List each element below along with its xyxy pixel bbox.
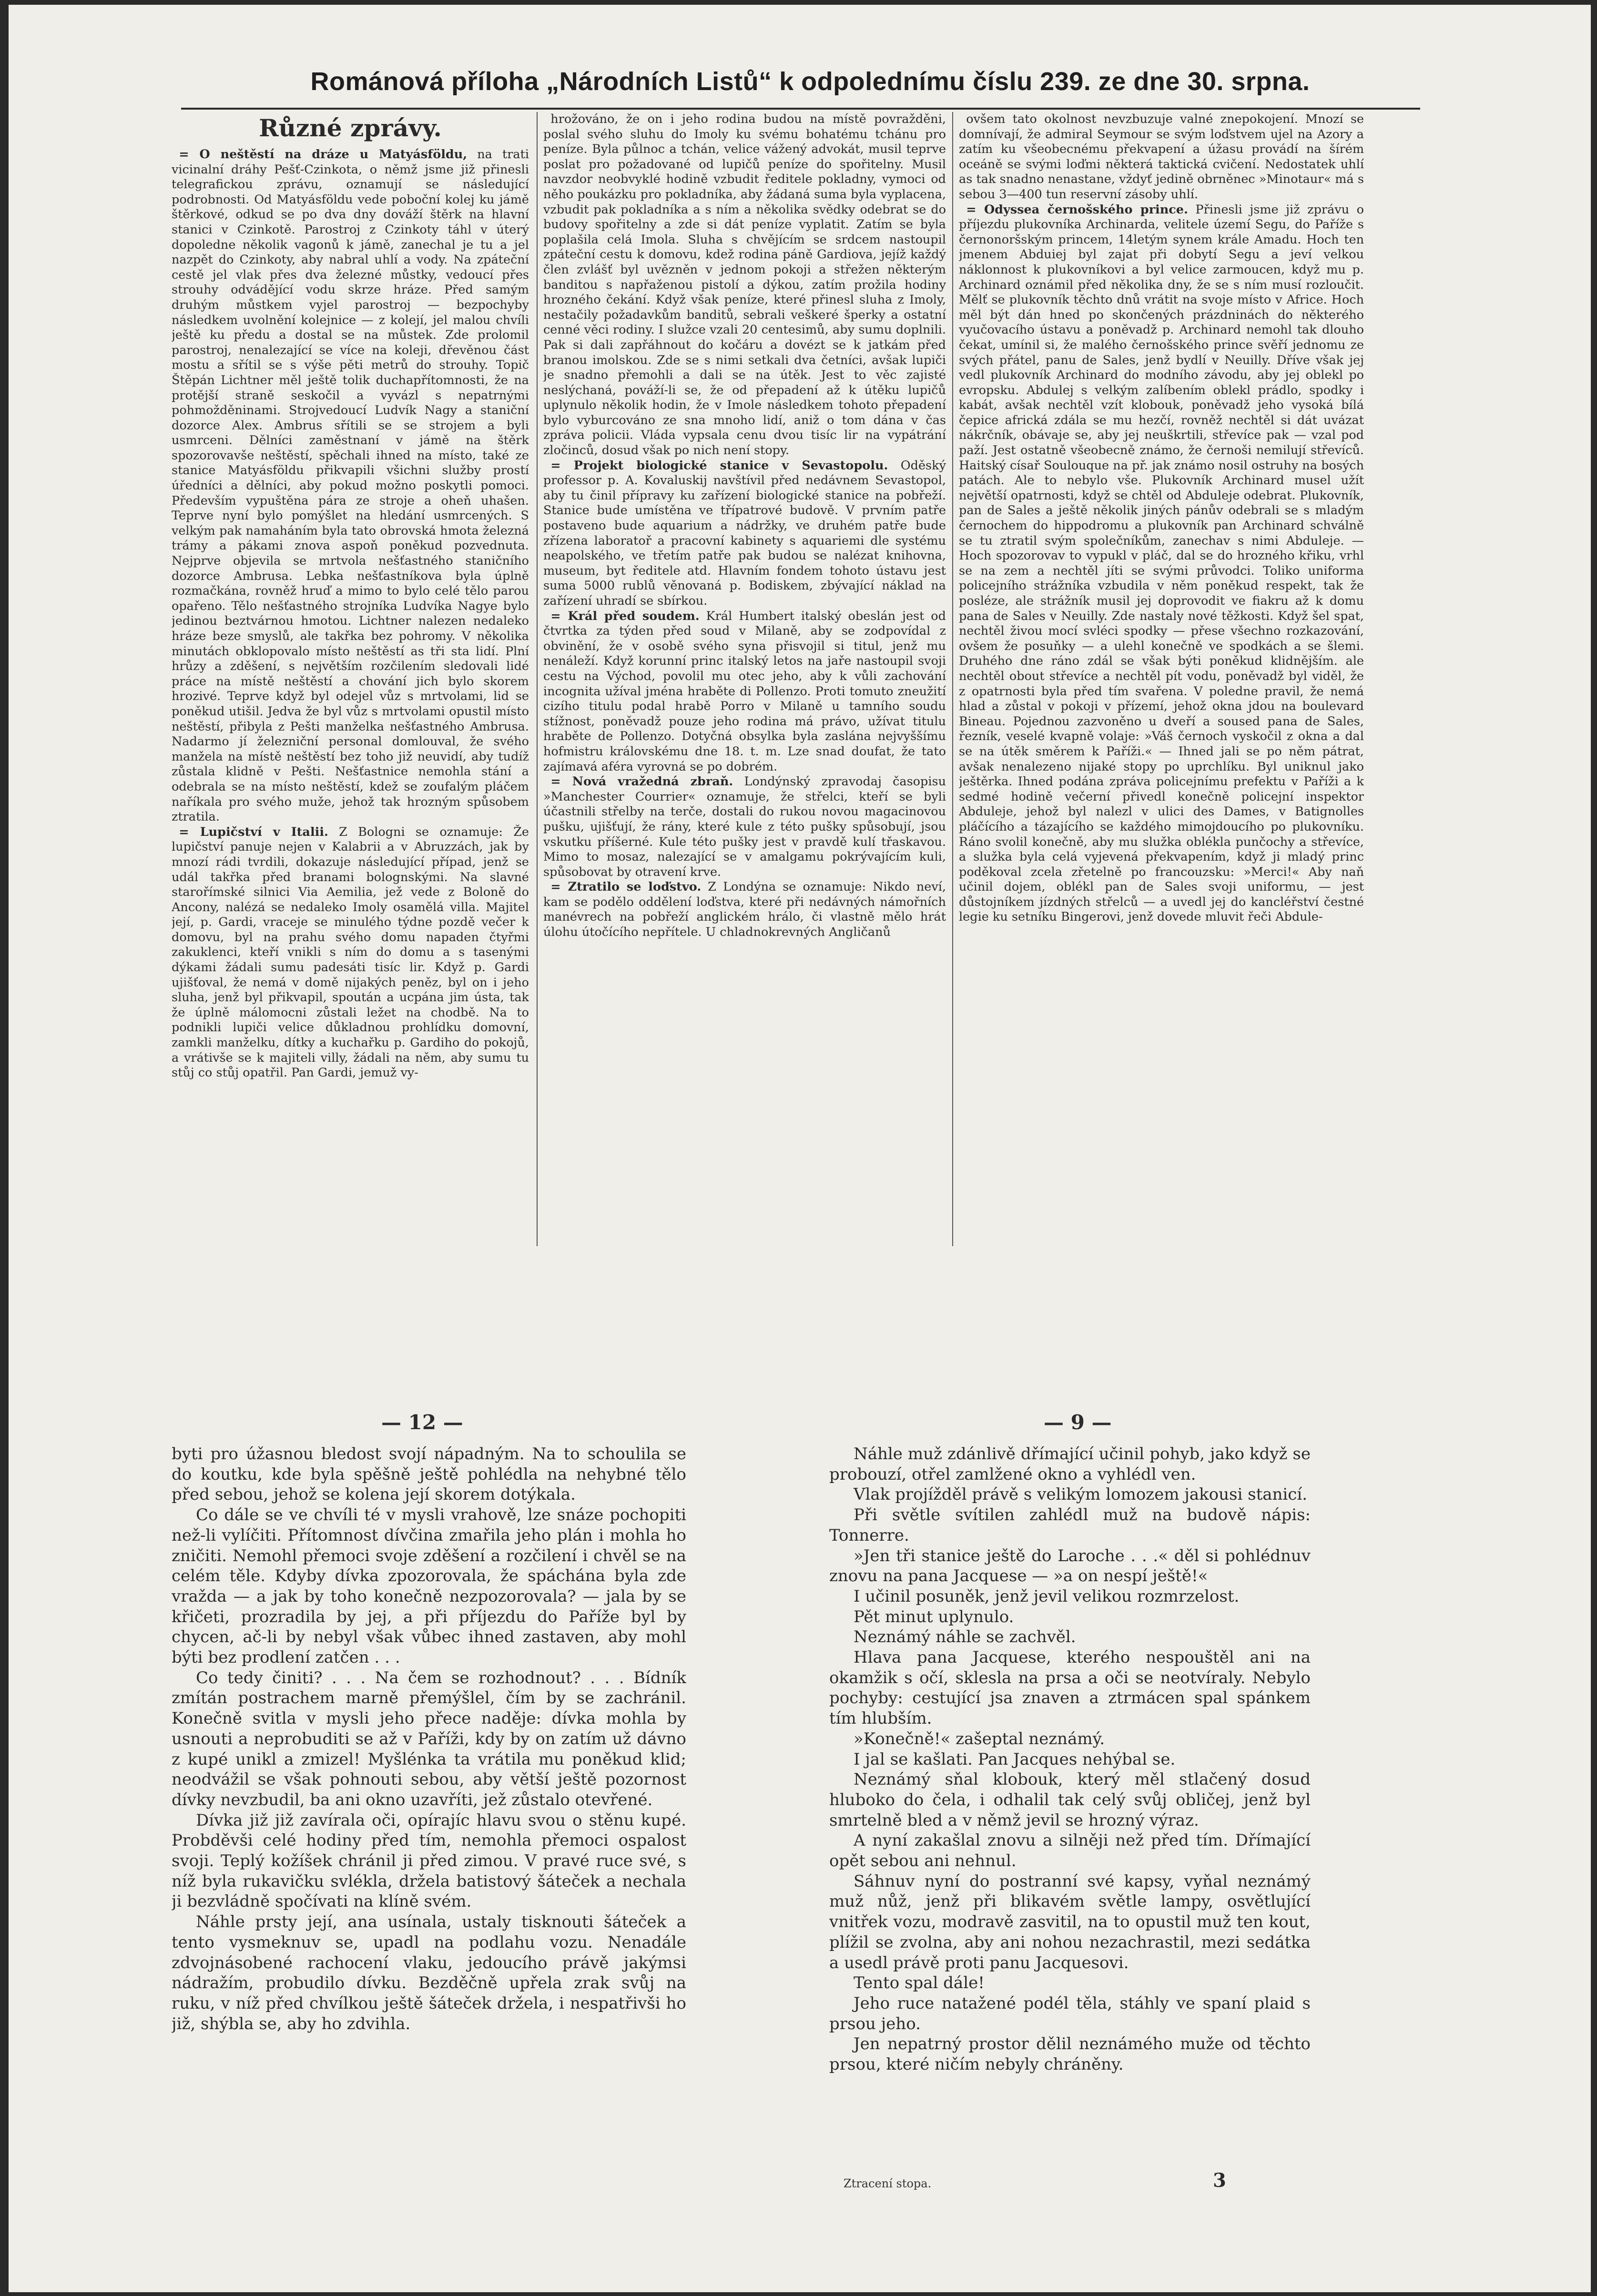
novel-paragraph: Při světle svítilen zahlédl muž na budově nápis: Tonnerre. <box>829 1505 1311 1545</box>
novel-paragraph: Jeho ruce natažené podél těla, stáhly ve spaní plaid s prsou jeho. <box>829 1993 1311 2033</box>
novel-paragraph: Náhle muž zdánlivě dřímající učinil pohyb, jako když se probouzí, otřel zamlžené okno a vyhlédl ven. <box>829 1444 1311 1484</box>
novel-paragraph: Tento spal dále! <box>854 1973 985 1993</box>
article-paragraph <box>543 880 946 940</box>
article-paragraph <box>959 112 1364 203</box>
article-text: Přinesli jsme již zprávu o příjezdu plukovníka Archinarda, velitele území Segu, do Paříže s černonoršským princem, 14letým synem krále Amadu. Hoch ten jmenem Abduiej byl zajat při dobytí Segu a jeví velkou náklonnost k plukovníkovi a byl velice zarmoucen, když mu p. Archinard oznámil před několika dny, že se s ním musí rozloučit. Mělť se plukovník těchto dnů vrátit na svoje místo v Africe. Hoch měl být dán hned po skončených prázdninách do některého vyučovacího ústavu a poněvadž p. Archinard nemohl tak dlouho čekat, umínil si, že malého černošského prince svěří jednomu ze svých přátel, panu de Sales, jenž bydlí v Neuilly. Dříve však jej vedl plukovník Archinard do modního závodu, aby jej oblekl po evropsku. Abdulej s velkým zalíbením oblekl prádlo, spodky i kabát, avšak nechtěl vzít klobouk, poněvadž jeho vysoká bílá čepice africká zdála se mu hezčí, rovněž nechtěl si dát uvázat nákrčník, obávaje se, aby jej neuškrtili, střevíce pak — vzal pod paží. Jest ostatně všeobecně známo, že černoši nemilují střevíců. Haitský císař Soulouque na př. jak známo nosil ostruhy na bosých patách. Ale to nebylo vše. Plukovník Archinard musel užít největší opatrnosti, když se chtěl od Abduleje odebrat. Plukovník, pan de Sales a ještě několik jiných pánův odebrali se s mladým černochem do hippodromu a plukovník pan Archinard schválně se tu ztratil svým společníkům, zanechav s nimi Abduleje. — Hoch spozorovav to vypukl v pláč, dal se do hrozného křiku, vrhl se na zem a nechtěl jíti se svými průvodci. Toliko uniforma policejního strážníka vzbudila v něm poněkud respekt, tak že posléze, ale strážník musil jej doprovodit ve fiakru až k domu pana de Sales v Neuilly. Zde nastaly nové těžkosti. Když šel spat, nechtěl živou mocí svléci spodky — přese všechno rozkazování, ovšem že posuňky — a ulehl konečně ve spodkách a se šlemi. Druhého dne ráno zdál se však býti poněkud klidnějším. ale nechtěl obout střevíce a nechtěl pít vodu, poněvadž byl viděl, že z opatrnosti byla před tím svařena. V poledne pravil, že nemá hlad a zůstal v pokoji v přízemí, jehož okna jdou na boulevard Bineau. Pojednou zazvoněno u dveří a soused pana de Sales, řezník, veselé kvapně volaje: »Váš černoch vyskočil z okna a dal se na útěk směrem k Paříži.« — Ihned jali se po něm pátrat, avšak nenalezeno nijaké stopy po uprchlíku. Byl uniknul jako ještěrka. Ihned podána zpráva policejnímu prefektu v Paříži a k sedmé hodině večerní přivedl konečně policejní inspektor Abduleje, jehož byl nalezl v ulici des Dames, v Batignolles pláčícího a tázajícího se každého mimojdoucího po plukovníku. Ráno svolil konečně, aby mu služka oblékla punčochy a střevíce, a služka byla celá vyjevená překvapením, když ji mladý princ poděkoval zcela zřetelně po francouzsku: »Merci!« Aby naň učinil dojem, oblékl pan de Sales svoji uniformu, — jest důstojníkem jízdných střelců — a uvedl jej do kancléřství čestné legie ku setníku Bingerovi, jenž dovede mluvit řeči Abdule- <box>959 202 1364 924</box>
novel-paragraph: »Jen tři stanice ještě do Laroche . . .« děl si pohlédnuv znovu na pana Jacquese — »a on nespí ještě!« <box>829 1546 1311 1586</box>
article-heading: = Lupičství v Italii. <box>179 824 328 839</box>
article-heading: = Ztratilo se loďstvo. <box>550 880 702 894</box>
article-heading: = Projekt biologické stanice v Sevastopolu. <box>550 458 888 473</box>
article-text: Král Humbert italský obeslán jest od čtvrtka za týden před soud v Milaně, aby se zodpovídal z obvinění, že v osobě svého syna přisvojil si titul, jenž mu nenáleží. Když korunní princ italský letos na jaře nastoupil svoji cestu na Východ, povolil mu otec jeho, aby k vůli zachování incognita užíval jména hraběte di Pollenzo. Proti tomuto zneužití cizího titulu podal hrabě Porro v Milaně u tamního soudu stížnost, poněvadž pouze jeho rodina má právo, užívat titulu hraběte de Pollenzo. Dotyčná obsylka byla zaslána nejvyššímu hofmistru královskému dne 18. t. m. Lze snad doufat, že tato zajímavá aféra vyrovná se po dobrém. <box>543 609 946 774</box>
novel-paragraph: Neznámý náhle se zachvěl. <box>854 1627 1076 1647</box>
column-divider <box>537 112 538 1246</box>
novel-paragraph: Co tedy činiti? . . . Na čem se rozhodnout? . . . Bídník zmítán postrachem marně přemýšlel, čím by se zachránil. Konečně svitla v mysli jeho přece naděje: dívka mohla by usnouti a neprobuditi se až v Paříži, kdy by on zatím už dávno z kupé unikl a zmizel! Myšlénka ta vrátila mu poněkud klid; neodvážil se však pohnouti sebou, aby větší ještě pozornost dívky nevzbudil, ba ani okno uzavříti, jež zůstalo otevřené. <box>172 1668 686 1809</box>
article-text: ovšem tato okolnost nevzbuzuje valné znepokojení. Mnozí se domnívají, že admiral Seymour se svým loďstvem ujel na Azory a zatím ku všeobecnému překvapení a úžasu provádí na šírém oceáně se svými loďmi některá taktická cvičení. Nedostatek uhlí as tak snadno nenastane, vždyť jedině obrněnec »Minotaur« má s sebou 3—400 tun reservní zásoby uhlí. <box>959 112 1364 202</box>
column-2 <box>543 112 946 1246</box>
header-rule <box>181 108 1420 110</box>
novel-paragraph: Sáhnuv nyní do postranní své kapsy, vyňal neznámý muž nůž, jenž při blikavém světle lampy, osvětlující vnitřek vozu, modravě zasvitil, na to opustil muž ten kout, plížil se zvolna, aby ani nohou nezachrastil, mezi sedátka a usedl právě proti panu Jacquesovi. <box>829 1871 1311 1972</box>
article-heading: = O neštěstí na dráze u Matyásföldu, <box>179 147 468 162</box>
article-paragraph <box>172 147 529 825</box>
novel-paragraph: Náhle prsty její, ana usínala, ustaly tisknouti šáteček a tento vysmeknuv se, upadl na podlahu vozu. Nenadále zdvojnásobené rachocení vlaku, jedoucího právě jakýmsi nádražím, probudilo dívku. Bezděčně upřela zrak svůj na ruku, v níž před chvílkou ještě šáteček držela, i nespatřivši ho již, shýbla se, aby ho zdvihla. <box>172 1912 686 2033</box>
article-heading: = Nová vražedná zbraň. <box>550 774 733 789</box>
signature-number: 3 <box>1213 2169 1226 2192</box>
article-paragraph <box>543 112 946 458</box>
column-divider <box>952 112 953 1246</box>
article-text: Oděský professor p. A. Kovaluskij navštívil před nedávnem Sevastopol, aby tu činil přípravy ku zařízení biologické stanice na pobřeží. Stanice bude umístěna ve třípatrové budově. V prvním patře postaveno bude aquarium a nádržky, ve druhém patře bude zřízena laboratoř a pracovní kabinety s aquariemi dle systému neapolského, ve třetím patře pak budou se nalézat knihovna, museum, byt ředitele atd. Hlavním fondem tohoto ústavu jest suma 5000 rublů věnovaná p. Bodiskem, zbývající náklad na zařízení uhradí se sbírkou. <box>543 458 946 608</box>
novel-page-right <box>829 1444 1311 2164</box>
article-text: hrožováno, že on i jeho rodina budou na místě povražděni, poslal svého sluhu do Imoly ku svému bohatému tchánu pro peníze. Byla půlnoc a tchán, velice vážený advokát, musil teprve poslat pro požadované od lupičů peníze do spořitelny. Musil navzdor neobvyklé hodině vzbudit ředitele pokladny, vymoci od něho poukázku pro pokladníka, aby žádaná suma byla vyplacena, vzbudit pak pokladníka a s ním a několika svědky odebrat se do budovy spořitelny a zde si dát peníze vyplatit. Zatím se byla poplašila celá Imola. Sluha s chvějícím se srdcem nastoupil zpáteční cestu k domovu, kdež rodina páně Gardiova, jejíž každý člen zvlášť byl uvězněn v jednom pokoji a střežen některým banditou s napřaženou pistolí a dýkou, zatím prožila hodiny hrozného čekání. Když však peníze, které přinesl sluha z Imoly, nestačily požadavkům banditů, sebrali veškeré šperky a ostatní cenné věci rodiny. I služce vzali 20 centesimů, aby sumu doplnili. Pak si dali zapřáhnout do kočáru a dovézt se k jatkám před branou imolskou. Zde se s nimi setkali dva četníci, avšak lupiči je snadno přemohli a dali se na útěk. Jest to věc zajisté neslýchaná, pováží-li se, že od přepadení až k útěku lupičů uplynulo několik hodin, že v Imole následkem tohoto přepadení bylo vyburcováno ze sna mnoho lidí, aniž o tom dána v čas zpráva policii. Vláda vypsala cenu dvou tisíc lir na vypátrání zločinců, dosud však po nich není stopy. <box>543 112 946 458</box>
article-paragraph <box>959 203 1364 925</box>
novel-paragraph: »Konečně!« zašeptal neznámý. <box>854 1729 1105 1748</box>
article-paragraph <box>172 825 529 1081</box>
page-number-right: — 9 — <box>1044 1411 1112 1434</box>
novel-paragraph: Vlak projížděl právě s velikým lomozem jakousi stanicí. <box>854 1485 1308 1504</box>
novel-paragraph: A nyní zakašlal znovu a silněji než před tím. Dřímající opět sebou ani nehnul. <box>829 1831 1311 1871</box>
column-3 <box>959 112 1364 1246</box>
article-heading: = Král před soudem. <box>550 609 700 623</box>
novel-paragraph: I jal se kašlati. Pan Jacques nehýbal se. <box>854 1749 1176 1769</box>
section-title: Různé zprávy. <box>259 114 442 142</box>
novel-paragraph: Pět minut uplynulo. <box>854 1607 1014 1626</box>
article-paragraph <box>543 609 946 775</box>
novel-paragraph: Neznámý sňal klobouk, který měl stlačený dosud hluboko do čela, i odhalil tak celý svůj obličej, jenž byl smrtelně bled a v němž jevil se hrozný výraz. <box>829 1770 1311 1830</box>
novel-paragraph: Hlava pana Jacquese, kterého nespouštěl ani na okamžik s očí, sklesla na prsa a oči se neotvíraly. Nebylo pochyby: cestující jsa znaven a ztrmácen spal spánkem tím hlubším. <box>829 1648 1311 1728</box>
article-text: na trati vicinalní dráhy Pešť-Czinkota, o němž jsme již přinesli telegrafickou zprávu, oznamují se následující podrobnosti. Od Matyásföldu vede poboční kolej ku jámě štěrkové, odkud se po dva dny dováží štěrk na hlavní stanici v Czinkotě. Parostroj z Czinkoty táhl v úterý dopoledne několik vagonů k jámě, zanechal je tu a jel nazpět do Czinkoty, aby nabral uhlí a vody. Na zpáteční cestě jel vlak přes dva železné můstky, vedoucí přes strouhy odvádějící vodu skrze hráze. Před samým druhým můstkem vyjel parostroj — bezpochyby následkem uvolnění kolejnice — z kolejí, jel malou chvíli ještě ku předu a dostal se na můstek. Zde prolomil parostroj, nenalezající se více na koleji, dřevěnou část mostu a sřítil se s výše pěti metrů do strouhy. Topič Štěpán Lichtner měl ještě tolik duchapřítomnosti, že na protější straně seskočil a vyvázl s nepatrnými pohmožděninami. Strojvedoucí Ludvík Nagy a staniční dozorce Alex. Ambrus sřítili se se strojem a byli usmrceni. Dělníci zaměstnaní v jámě na štěrk spozorovavše neštěstí, spěchali ihned na místo, také ze stanice Matyásföldu přikvapili všichni služby prostí úředníci a dělníci, aby pokud možno poskytli pomoci. Především vypuštěna pára ze stroje a oheň uhašen. Teprve nyní bylo pomýšlet na hledání usmrcených. S velkým pak namaháním byla tato obrovská hmota železná trámy a pákami znova aspoň poněkud pozvednuta. Nejprve objevila se mrtvola nešťastného staničního dozorce Ambrusa. Lebka nešťastníkova byla úplně rozmačkána, rovněž hruď a mimo to bylo celé tělo parou opařeno. Tělo nešťastného strojníka Ludvíka Nagye bylo jedinou beztvárnou hmotou. Lichtner nalezen nedaleko hráze beze smyslů, ale takřka bez pohromy. V několika minutách obklopovalo místo neštěstí as tři sta lidí. Plní hrůzy a zděšení, s největším rozčilením sledovali lidé práce na místě neštěstí a chování jich bylo skorem hrozivé. Teprve když byl odejel vůz s mrtvolami, lid se poněkud utišil. Jedva že byl vůz s mrtvolami opustil místo neštěstí, přibyla z Pešti manželka nešťastného Ambrusa. Nadarmo jí železniční personal domlouval, že svého manžela na místě neštěstí bez toho již neuvidí, aby tudíž zůstala klidně v Pešti. Nešťastnice nemohla stání a odebrala se na místo neštěstí, kdež se zoufalým pláčem naříkala pro svého muže, jehož tak hrozným spůsobem ztratila. <box>172 147 529 824</box>
novel-paragraph: Jen nepatrný prostor dělil neznámého muže od těchto prsou, které ničím nebyly chráněny. <box>829 2034 1311 2074</box>
page-header: Románová příloha „Národních Listů“ k odpolednímu číslu 239. ze dne 30. srpna. <box>310 67 1310 96</box>
article-text: Londýnský zpravodaj časopisu »Manchester Courrier« oznamuje, že střelci, kteří se byli účastnili střelby na terče, dostali do rukou novou magacinovou pušku, ujišťují, že rány, které kule z této pušky spůsobují, jsou vskutku příšerné. Kule této pušky jest v pravdě kulí třaskavou. Mimo to mosaz, nalezající se v amalgamu pokrývajícím kuli, spůsobovat by otravení krve. <box>543 774 946 879</box>
column-1 <box>172 112 529 1246</box>
novel-paragraph: Dívka již již zavírala oči, opírajíc hlavu svou o stěnu kupé. Probděvši celé hodiny před tím, nemohla přemoci ospalost svoji. Teplý kožíšek chránil ji před zimou. V pravé ruce své, s níž byla rukavičku svlékla, držela batistový šáteček a nechala ji bezvládně spočívati na klíně svém. <box>172 1810 686 1911</box>
page-number-left: — 12 — <box>381 1411 463 1434</box>
article-paragraph <box>543 458 946 609</box>
article-text: Z Bologni se oznamuje: Že lupičství panuje nejen v Kalabrii a v Abruzzách, jak by mnozí rádi tvrdili, dokazuje následující případ, jenž se udál takřka před branami bolognskými. Na slavné starořímské silnici Via Aemilia, jež vede z Boloně do Ancony, nalézá se nedaleko Imoly osamělá villa. Majitel její, p. Gardi, vraceje se minulého týdne pozdě večer k domovu, byl na prahu svého domu napaden čtyřmi zakuklenci, kteří vnikli s ním do domu a s tasenými dýkami žádali sumu padesáti tisíc lir. Když p. Gardi ujišťoval, že nemá v domě nijakých peněz, byl on i jeho sluha, jenž byl přikvapil, spoután a ucpána jim ústa, tak že úplně málomocni zůstali ležet na chodbě. Na to podnikli lupiči velice důkladnou prohlídku domovní, zamkli manželku, dítky a kuchařku p. Gardiho do pokojů, a vrátivše se k majiteli villy, žádali na něm, aby sumu tu stůj co stůj opatřil. Pan Gardi, jemuž vy- <box>172 824 529 1080</box>
article-paragraph <box>543 774 946 880</box>
novel-paragraph: byti pro úžasnou bledost svojí nápadným. Na to schoulila se do koutku, kde byla spěšně ještě pohlédla na nehybné tělo před sebou, jehož se kolena její skorem dotýkala. <box>172 1444 686 1504</box>
article-heading: = Odyssea černošského prince. <box>966 202 1188 217</box>
novel-page-left <box>172 1444 686 2164</box>
footer-note: Ztracení stopa. <box>844 2177 932 2190</box>
novel-paragraph: I učinil posuněk, jenž jevil velikou rozmrzelost. <box>854 1586 1240 1606</box>
article-text: Z Londýna se oznamuje: Nikdo neví, kam se podělo oddělení loďstva, které při nedávných námořních manévrech na pobřeží anglickém hrálo, či vlastně mělo hrát úlohu útočícího nepřítele. U chladnokrevných Angličanů <box>543 880 946 940</box>
novel-paragraph: Co dále se ve chvíli té v mysli vrahově, lze snáze pochopiti než-li vylíčiti. Přítomnost dívčina zmařila jeho plán i mohla ho zničiti. Nemohl přemoci svoje zděšení a rozčilení i chvěl se na celém těle. Kdyby dívka zpozorovala, že spáchána byla zde vražda — a jak by toho konečně nezpozorovala? — jala by se křičeti, prozradila by jej, a při příjezdu do Paříže byl by chycen, ač-li by nebyl však vůbec ihned zastaven, aby mohl býti bez prodlení zatčen . . . <box>172 1505 686 1667</box>
